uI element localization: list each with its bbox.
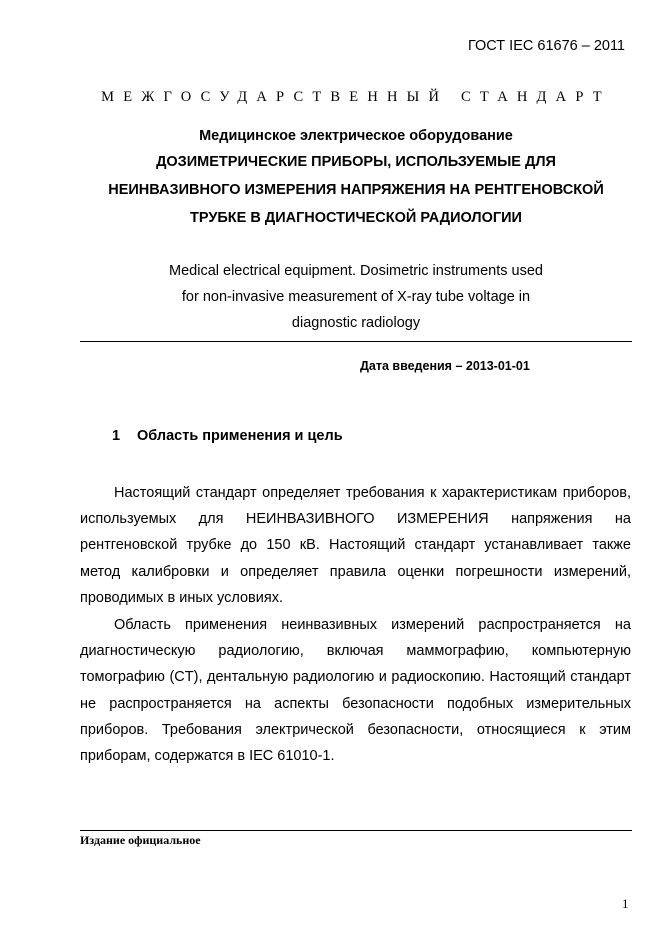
edition-label: Издание официальное [80, 833, 201, 847]
section-number: 1 [112, 428, 121, 444]
body-paragraph: Настоящий стандарт определяет требования к характеристикам приборов, используемых для НЕИНВАЗИВНОГО ИЗМЕРЕНИЯ напряжения на рентгеновской трубке до 150 кВ. Настоящий стандарт устанавливает также метод калибровки и определяет правила оценки погрешности измерений, проводимых в иных условиях. [80, 485, 631, 606]
footer-divider [80, 830, 632, 831]
english-title [80, 258, 632, 336]
introduction-date: Дата введения – 2013-01-01 [360, 359, 530, 373]
title-line: ТРУБКЕ В ДИАГНОСТИЧЕСКОЙ РАДИОЛОГИИ [190, 210, 522, 226]
interstate-standard-label: МЕЖГОСУДАРСТВЕННЫЙ СТАНДАРТ [101, 89, 611, 105]
title-line: НЕИНВАЗИВНОГО ИЗМЕРЕНИЯ НАПРЯЖЕНИЯ НА РЕНТГЕНОВСКОЙ [108, 182, 604, 198]
section-heading [112, 428, 343, 444]
english-title-line: diagnostic radiology [291, 315, 421, 331]
title-divider [80, 341, 632, 342]
section-title: Область применения и цель [137, 428, 343, 444]
english-title-line: for non-invasive measurement of X-ray tube voltage in [181, 289, 531, 305]
english-title-line: Medical electrical equipment. Dosimetric instruments used [169, 263, 543, 279]
page-number: 1 [622, 896, 629, 911]
standard-number: ГОСТ IEC 61676 – 2011 [467, 38, 625, 54]
document-subtitle: Медицинское электрическое оборудование [199, 128, 513, 144]
document-title [80, 148, 632, 232]
title-line: ДОЗИМЕТРИЧЕСКИЕ ПРИБОРЫ, ИСПОЛЬЗУЕМЫЕ ДЛЯ [156, 154, 556, 170]
body-paragraph: Область применения неинвазивных измерений распространяется на диагностическую радиологию, включая маммографию, компьютерную томографию (CT), дентальную радиологию и радиоскопию. Настоящий стандарт не распространяется на аспекты безопасности подобных измерительных приборов. Требования электрической безопасности, относящиеся к этим приборам, содержатся в IEC 61010-1. [80, 617, 631, 765]
